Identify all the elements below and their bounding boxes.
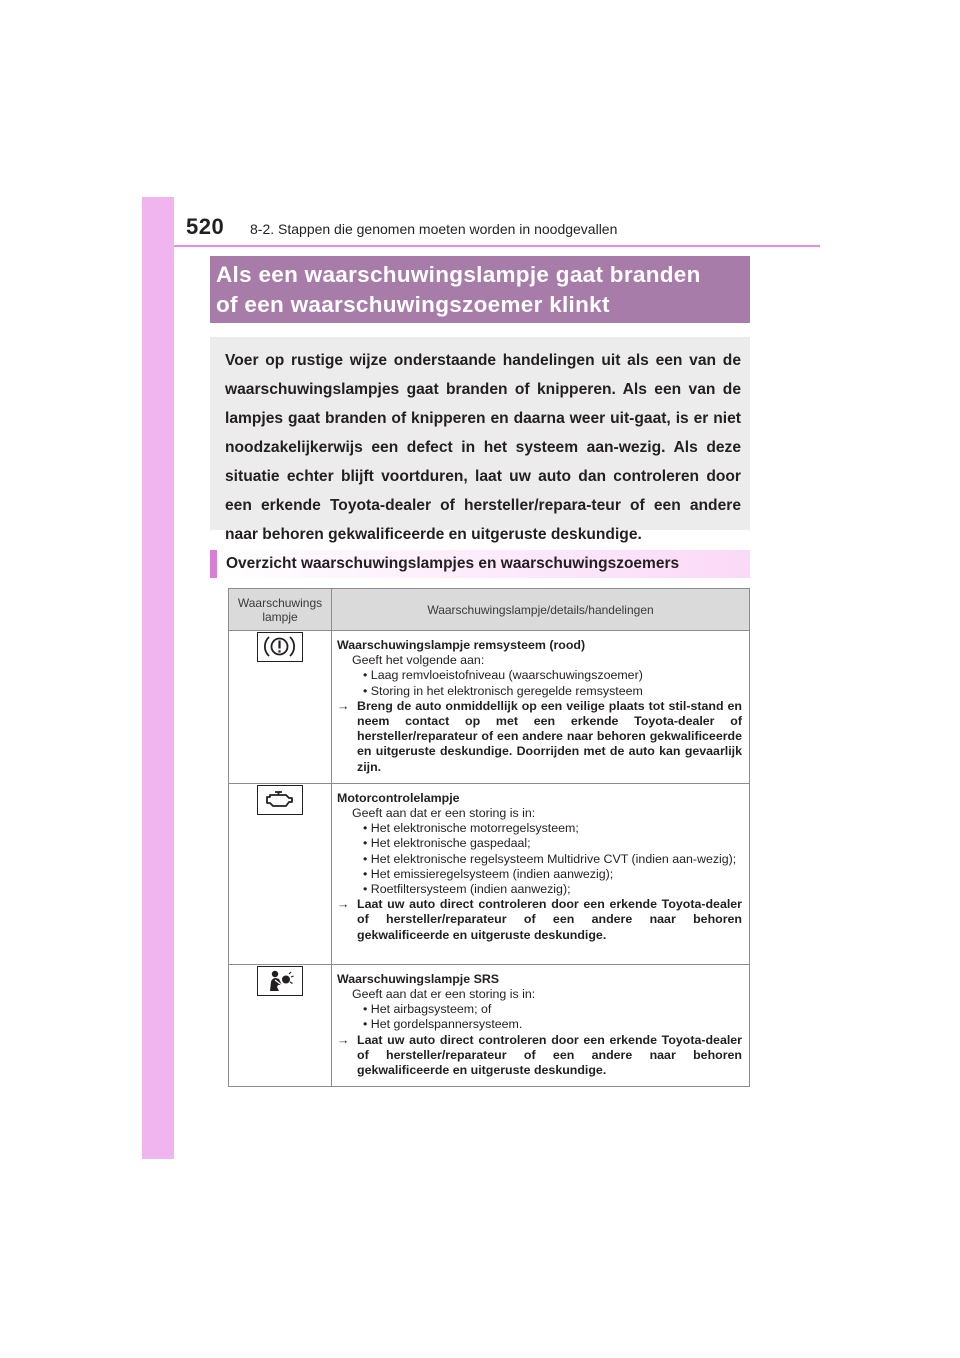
description-cell (332, 783, 750, 964)
table-header-row (229, 589, 750, 631)
side-color-strip (142, 197, 174, 1159)
warning-intro: Geeft aan dat er een storing is in: (352, 987, 536, 1002)
description-cell (332, 631, 750, 784)
section-header: 8-2. Stappen die genomen moeten worden in noodgevallen (250, 221, 618, 237)
table-row (229, 964, 750, 1086)
bullet-item: • Het airbagsysteem; of (363, 1002, 492, 1017)
icon-cell (229, 964, 332, 1086)
warning-title: Motorcontrolelampje (337, 790, 460, 805)
bullet-item: • Laag remvloeistofniveau (waarschuwingszoemer) (363, 668, 643, 683)
table-row (229, 783, 750, 964)
action-text: → Breng de auto onmiddellijk op een veilige plaats tot stil-stand en neem contact op met een erkende Toyota-dealer of hersteller/reparateur of een andere naar behoren gekwalificeerde en uitgeruste deskundige. Doorrijden met de auto kan gevaarlijk zijn. (337, 698, 742, 774)
section-title-line2: of een waarschuwingszoemer klinkt (216, 291, 610, 317)
header-rule (174, 245, 820, 247)
column-header-details: Waarschuwingslampje/details/handelingen (332, 589, 750, 631)
warning-intro: Geeft aan dat er een storing is in: (352, 806, 536, 821)
srs-airbag-icon (257, 966, 303, 996)
page-number: 520 (186, 214, 225, 239)
bullet-item: • Het elektronische regelsysteem Multidrive CVT (indien aan-wezig); (363, 851, 737, 866)
warning-title: Waarschuwingslampje SRS (337, 971, 500, 986)
table-row (229, 631, 750, 784)
section-title-box (210, 256, 750, 323)
intro-box (210, 337, 750, 543)
action-text: → Laat uw auto direct controleren door een erkende Toyota-dealer of hersteller/reparateur of een andere naar behoren gekwalificeerde en uitgeruste deskundige. (337, 1032, 742, 1078)
brake-warning-icon (257, 632, 303, 662)
warning-intro: Geeft het volgende aan: (352, 653, 485, 668)
description-cell (332, 964, 750, 1086)
section-title-line1: Als een waarschuwingslampje gaat branden (216, 261, 701, 287)
subheading-bar (210, 550, 217, 578)
bullet-item: • Roetfiltersysteem (indien aanwezig); (363, 882, 571, 897)
icon-cell (229, 631, 332, 784)
action-text: → Laat uw auto direct controleren door een erkende Toyota-dealer of hersteller/reparateur of een andere naar behoren gekwalificeerde en uitgeruste deskundige. (337, 897, 742, 942)
warning-lamp-table (228, 588, 750, 1087)
icon-cell (229, 783, 332, 964)
engine-check-icon (257, 785, 303, 815)
column-header-lamp: Waarschuwings lampje (229, 589, 332, 631)
bullet-item: • Het elektronische gaspedaal; (363, 836, 531, 851)
bullet-item: • Het gordelspannersysteem. (363, 1017, 523, 1032)
bullet-item: • Het elektronische motorregelsysteem; (363, 821, 579, 836)
bullet-item: • Het emissieregelsysteem (indien aanwezig); (363, 866, 614, 881)
subheading-box (210, 550, 750, 578)
bullet-item: • Storing in het elektronisch geregelde remsysteem (363, 683, 643, 698)
subheading: Overzicht waarschuwingslampjes en waarschuwingszoemers (226, 555, 680, 572)
section-title (216, 260, 701, 320)
intro-text: Voer op rustige wijze onderstaande handelingen uit als een van de waarschuwingslampjes gaat branden of knipperen. Als een van de lampjes gaat branden of knipperen en daarna weer uit-gaat, is er niet noodzakelijkerwijs een defect in het systeem aan-wezig. Als deze situatie echter blijft voortduren, laat uw auto dan controleren door een erkende Toyota-dealer of hersteller/repara-teur of een andere naar behoren gekwalificeerde en uitgeruste deskundige. (225, 352, 741, 543)
warning-title: Waarschuwingslampje remsysteem (rood) (337, 638, 586, 652)
